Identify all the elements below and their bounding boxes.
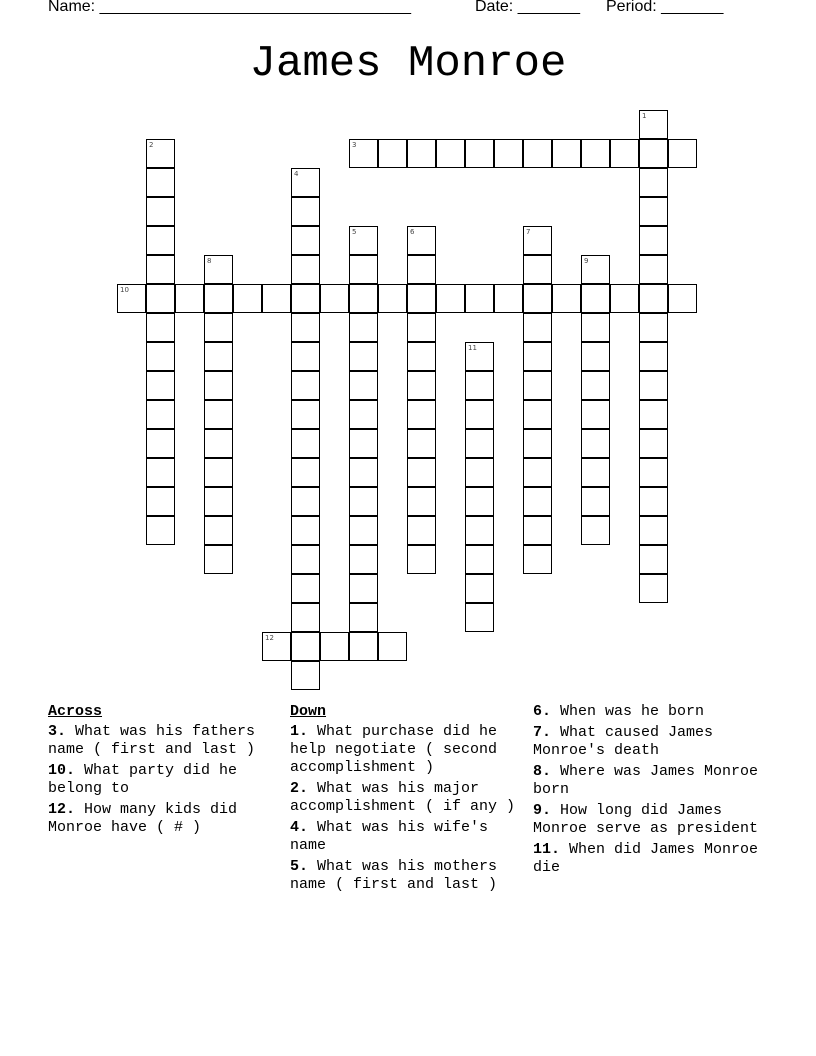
- crossword-cell[interactable]: [523, 516, 552, 545]
- crossword-cell[interactable]: [407, 226, 436, 255]
- crossword-cell[interactable]: [407, 342, 436, 371]
- crossword-cell[interactable]: [581, 255, 610, 284]
- crossword-cell[interactable]: [407, 516, 436, 545]
- clue-item-number: 1.: [290, 723, 309, 740]
- clue-item: [533, 841, 773, 877]
- clue-item-number: 5.: [290, 858, 309, 875]
- crossword-cell[interactable]: [523, 429, 552, 458]
- name-field-label: Name: ___________________________________: [48, 0, 412, 15]
- crossword-cell[interactable]: [494, 284, 523, 313]
- crossword-cell[interactable]: [610, 139, 639, 168]
- clue-item-text: When was he born: [551, 703, 705, 720]
- crossword-cell[interactable]: [349, 516, 378, 545]
- down-clues-column: [290, 703, 525, 897]
- crossword-cell[interactable]: [407, 371, 436, 400]
- crossword-cell[interactable]: [465, 545, 494, 574]
- crossword-cell[interactable]: [465, 487, 494, 516]
- crossword-cell[interactable]: [204, 342, 233, 371]
- crossword-cell[interactable]: [639, 458, 668, 487]
- crossword-cell[interactable]: [581, 284, 610, 313]
- crossword-cell[interactable]: [639, 313, 668, 342]
- clue-item: [290, 723, 525, 777]
- page-title: James Monroe: [249, 39, 567, 89]
- crossword-cell[interactable]: [465, 516, 494, 545]
- date-field-label: Date: _______: [475, 0, 580, 15]
- crossword-cell[interactable]: [523, 226, 552, 255]
- clue-item-number: 2.: [290, 780, 309, 797]
- crossword-cell[interactable]: [291, 342, 320, 371]
- clue-item: [533, 724, 773, 760]
- crossword-cell[interactable]: [146, 168, 175, 197]
- crossword-cell[interactable]: [204, 284, 233, 313]
- clue-number: 5: [352, 228, 357, 236]
- crossword-cell[interactable]: [668, 284, 697, 313]
- clue-number: 6: [410, 228, 415, 236]
- crossword-cell[interactable]: [291, 545, 320, 574]
- crossword-cell[interactable]: [436, 139, 465, 168]
- crossword-cell[interactable]: [407, 545, 436, 574]
- crossword-cell[interactable]: [146, 429, 175, 458]
- crossword-cell[interactable]: [639, 545, 668, 574]
- crossword-cell[interactable]: [494, 139, 523, 168]
- crossword-cell[interactable]: [523, 284, 552, 313]
- crossword-cell[interactable]: [639, 371, 668, 400]
- crossword-cell[interactable]: [291, 284, 320, 313]
- crossword-cell[interactable]: [465, 574, 494, 603]
- across-heading: Across: [48, 703, 103, 720]
- crossword-cell[interactable]: [349, 284, 378, 313]
- clue-item: [48, 723, 283, 759]
- crossword-cell[interactable]: [639, 110, 668, 139]
- crossword-cell[interactable]: [204, 516, 233, 545]
- crossword-cell[interactable]: [320, 632, 349, 661]
- crossword-cell[interactable]: [349, 429, 378, 458]
- crossword-cell[interactable]: [610, 284, 639, 313]
- crossword-cell[interactable]: [349, 139, 378, 168]
- crossword-cell[interactable]: [349, 313, 378, 342]
- crossword-cell[interactable]: [639, 226, 668, 255]
- crossword-cell[interactable]: [204, 545, 233, 574]
- crossword-cell[interactable]: [581, 139, 610, 168]
- crossword-cell[interactable]: [639, 255, 668, 284]
- crossword-cell[interactable]: [581, 487, 610, 516]
- crossword-cell[interactable]: [523, 458, 552, 487]
- clue-number: 12: [265, 634, 274, 642]
- crossword-cell[interactable]: [407, 284, 436, 313]
- clue-item-text: What caused James Monroe's death: [533, 724, 714, 759]
- crossword-cell[interactable]: [291, 226, 320, 255]
- crossword-cell[interactable]: [639, 516, 668, 545]
- crossword-cell[interactable]: [349, 545, 378, 574]
- crossword-cell[interactable]: [523, 313, 552, 342]
- crossword-cell[interactable]: [407, 313, 436, 342]
- crossword-cell[interactable]: [146, 139, 175, 168]
- crossword-cell[interactable]: [262, 632, 291, 661]
- crossword-cell[interactable]: [407, 487, 436, 516]
- crossword-cell[interactable]: [639, 168, 668, 197]
- crossword-cell[interactable]: [291, 603, 320, 632]
- clue-item-text: Where was James Monroe born: [533, 763, 759, 798]
- crossword-cell[interactable]: [639, 574, 668, 603]
- clue-number: 10: [120, 286, 129, 294]
- crossword-cell[interactable]: [581, 458, 610, 487]
- clue-item: [48, 801, 283, 837]
- crossword-cell[interactable]: [523, 342, 552, 371]
- clue-item: [290, 780, 525, 816]
- clue-item: [48, 762, 283, 798]
- crossword-cell[interactable]: [204, 371, 233, 400]
- clue-item-text: When did James Monroe die: [533, 841, 759, 876]
- crossword-cell[interactable]: [552, 139, 581, 168]
- clue-item-text: What was his mothers name ( first and last ): [290, 858, 498, 893]
- crossword-cell[interactable]: [146, 255, 175, 284]
- crossword-cell[interactable]: [639, 342, 668, 371]
- across-clues-column: [48, 703, 283, 840]
- clue-item: [533, 703, 773, 721]
- crossword-cell[interactable]: [349, 574, 378, 603]
- crossword-cell[interactable]: [291, 371, 320, 400]
- crossword-cell[interactable]: [581, 313, 610, 342]
- crossword-cell[interactable]: [668, 139, 697, 168]
- clue-number: 3: [352, 141, 357, 149]
- crossword-cell[interactable]: [349, 632, 378, 661]
- crossword-cell[interactable]: [581, 342, 610, 371]
- crossword-cell[interactable]: [465, 429, 494, 458]
- clue-number: 11: [468, 344, 477, 352]
- crossword-cell[interactable]: [378, 139, 407, 168]
- crossword-cell[interactable]: [291, 487, 320, 516]
- crossword-cell[interactable]: [291, 574, 320, 603]
- crossword-cell[interactable]: [349, 371, 378, 400]
- crossword-cell[interactable]: [523, 545, 552, 574]
- crossword-cell[interactable]: [639, 400, 668, 429]
- crossword-cell[interactable]: [581, 371, 610, 400]
- crossword-cell[interactable]: [291, 168, 320, 197]
- crossword-cell[interactable]: [639, 139, 668, 168]
- crossword-cell[interactable]: [349, 487, 378, 516]
- clue-item-number: 12.: [48, 801, 76, 818]
- clue-item: [533, 802, 773, 838]
- clue-number: 2: [149, 141, 154, 149]
- clue-item-text: What purchase did he help negotiate ( second accomplishment ): [290, 723, 498, 776]
- down-clues-column-continued: [533, 703, 773, 880]
- clue-item-number: 4.: [290, 819, 309, 836]
- clue-item-number: 8.: [533, 763, 552, 780]
- crossword-cell[interactable]: [581, 516, 610, 545]
- crossword-cell[interactable]: [146, 400, 175, 429]
- period-field-label: Period: _______: [606, 0, 724, 15]
- down-clue-list-continued: [533, 703, 773, 877]
- crossword-cell[interactable]: [407, 139, 436, 168]
- crossword-cell[interactable]: [465, 603, 494, 632]
- crossword-cell[interactable]: [291, 632, 320, 661]
- crossword-cell[interactable]: [291, 313, 320, 342]
- crossword-cell[interactable]: [465, 400, 494, 429]
- crossword-cell[interactable]: [465, 458, 494, 487]
- crossword-cell[interactable]: [146, 458, 175, 487]
- crossword-cell[interactable]: [204, 429, 233, 458]
- crossword-cell[interactable]: [378, 284, 407, 313]
- clue-item-text: What was his wife's name: [290, 819, 489, 854]
- crossword-cell[interactable]: [349, 400, 378, 429]
- crossword-cell[interactable]: [639, 487, 668, 516]
- clue-number: 8: [207, 257, 212, 265]
- crossword-cell[interactable]: [146, 516, 175, 545]
- crossword-cell[interactable]: [378, 632, 407, 661]
- crossword-cell[interactable]: [639, 284, 668, 313]
- crossword-cell[interactable]: [233, 284, 262, 313]
- crossword-cell[interactable]: [465, 371, 494, 400]
- clue-item-number: 7.: [533, 724, 552, 741]
- crossword-cell[interactable]: [523, 371, 552, 400]
- crossword-cell[interactable]: [349, 603, 378, 632]
- crossword-cell[interactable]: [465, 342, 494, 371]
- crossword-cell[interactable]: [552, 284, 581, 313]
- crossword-cell[interactable]: [146, 313, 175, 342]
- clue-item-text: What party did he belong to: [48, 762, 238, 797]
- crossword-cell[interactable]: [146, 197, 175, 226]
- crossword-cell[interactable]: [320, 284, 349, 313]
- clue-item-number: 3.: [48, 723, 67, 740]
- clue-number: 9: [584, 257, 589, 265]
- crossword-cell[interactable]: [291, 197, 320, 226]
- crossword-cell[interactable]: [291, 429, 320, 458]
- across-clue-list: [48, 723, 283, 837]
- clue-item-number: 10.: [48, 762, 76, 779]
- crossword-cell[interactable]: [436, 284, 465, 313]
- crossword-cell[interactable]: [581, 429, 610, 458]
- clue-number: 7: [526, 228, 531, 236]
- down-heading: Down: [290, 703, 327, 720]
- clue-item-text: How many kids did Monroe have ( # ): [48, 801, 238, 836]
- crossword-cell[interactable]: [407, 255, 436, 284]
- clue-number: 1: [642, 112, 647, 120]
- clue-item-number: 6.: [533, 703, 552, 720]
- crossword-cell[interactable]: [523, 487, 552, 516]
- crossword-cell[interactable]: [291, 400, 320, 429]
- down-clue-list: [290, 723, 525, 894]
- clue-item: [290, 858, 525, 894]
- crossword-cell[interactable]: [291, 516, 320, 545]
- crossword-cell[interactable]: [407, 429, 436, 458]
- clue-item-number: 9.: [533, 802, 552, 819]
- crossword-cell[interactable]: [146, 226, 175, 255]
- crossword-cell[interactable]: [639, 197, 668, 226]
- clue-number: 4: [294, 170, 299, 178]
- crossword-cell[interactable]: [291, 255, 320, 284]
- crossword-cell[interactable]: [204, 458, 233, 487]
- crossword-cell[interactable]: [204, 487, 233, 516]
- crossword-cell[interactable]: [523, 255, 552, 284]
- crossword-cell[interactable]: [639, 429, 668, 458]
- crossword-cell[interactable]: [117, 284, 146, 313]
- clue-item: [290, 819, 525, 855]
- crossword-cell[interactable]: [465, 284, 494, 313]
- crossword-cell[interactable]: [146, 284, 175, 313]
- crossword-cell[interactable]: [204, 313, 233, 342]
- crossword-cell[interactable]: [349, 255, 378, 284]
- crossword-cell[interactable]: [146, 487, 175, 516]
- crossword-cell[interactable]: [581, 400, 610, 429]
- crossword-cell[interactable]: [262, 284, 291, 313]
- crossword-cell[interactable]: [407, 400, 436, 429]
- crossword-cell[interactable]: [175, 284, 204, 313]
- crossword-cell[interactable]: [523, 400, 552, 429]
- crossword-cell[interactable]: [523, 139, 552, 168]
- clue-item-text: How long did James Monroe serve as president: [533, 802, 759, 837]
- clue-item-text: What was his fathers name ( first and last ): [48, 723, 256, 758]
- clue-item-number: 11.: [533, 841, 561, 858]
- crossword-cell[interactable]: [146, 342, 175, 371]
- crossword-cell[interactable]: [291, 458, 320, 487]
- crossword-cell[interactable]: [407, 458, 436, 487]
- crossword-cell[interactable]: [349, 342, 378, 371]
- crossword-cell[interactable]: [465, 139, 494, 168]
- crossword-cell[interactable]: [146, 371, 175, 400]
- clue-item: [533, 763, 773, 799]
- crossword-cell[interactable]: [349, 226, 378, 255]
- crossword-cell[interactable]: [204, 255, 233, 284]
- crossword-cell[interactable]: [349, 458, 378, 487]
- crossword-cell[interactable]: [204, 400, 233, 429]
- clue-item-text: What was his major accomplishment ( if any ): [290, 780, 516, 815]
- crossword-cell[interactable]: [291, 661, 320, 690]
